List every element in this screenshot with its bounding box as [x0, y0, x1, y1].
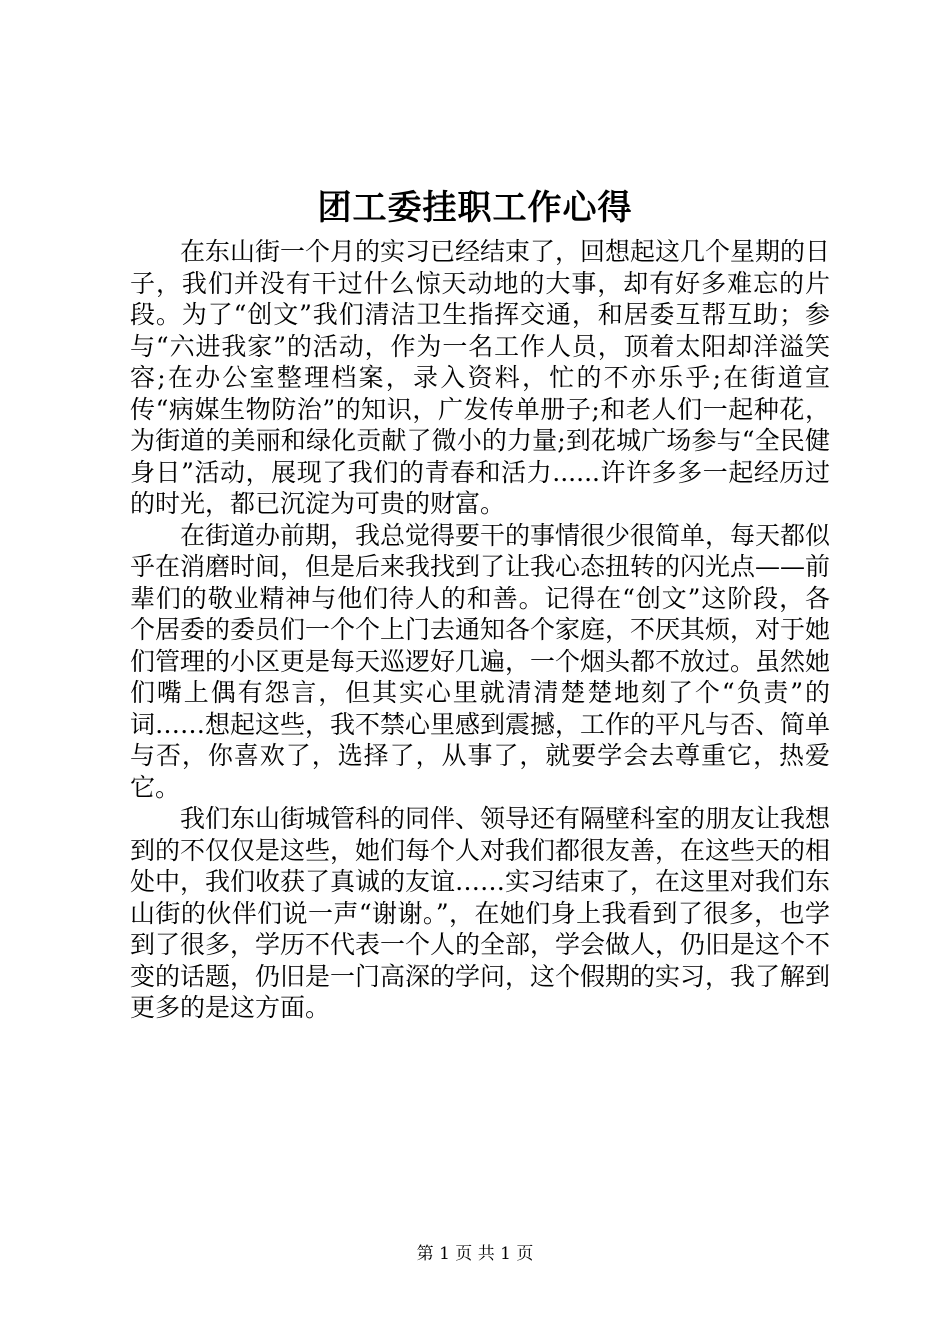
paragraph-1: 在东山街一个月的实习已经结束了，回想起这几个星期的日子，我们并没有干过什么惊天动地的大事，却有好多难忘的片段。为了“创文”我们清洁卫生指挥交通，和居委互帮互助；参与“六进我家”的活动，作为一名工作人员，顶着太阳却洋溢笑容;在办公室整理档案，录入资料，忙的不亦乐乎;在街道宣传“病媒生物防治”的知识，广发传单册子;和老人们一起种花，为街道的美丽和绿化贡献了微小的力量;到花城广场参与“全民健身日”活动，展现了我们的青春和活力......许许多多一起经历过的时光，都已沉淀为可贵的财富。 [130, 237, 831, 518]
paragraph-2: 在街道办前期，我总觉得要干的事情很少很简单，每天都似乎在消磨时间，但是后来我找到了让我心态扭转的闪光点——前辈们的敬业精神与他们待人的和善。记得在“创文”这阶段，各个居委的委员们一个个上门去通知各个家庭，不厌其烦，对于她们管理的小区更是每天巡逻好几遍，一个烟头都不放过。虽然她们嘴上偶有怨言，但其实心里就清清楚楚地刻了个“负责”的词……想起这些，我不禁心里感到震撼，工作的平凡与否、简单与否，你喜欢了，选择了，从事了，就要学会去尊重它，热爱它。 [130, 520, 831, 802]
paragraph-3: 我们东山街城管科的同伴、领导还有隔壁科室的朋友让我想到的不仅仅是这些，她们每个人对我们都很友善，在这些天的相处中，我们收获了真诚的友谊……实习结束了，在这里对我们东山街的伙伴们说一声“谢谢。”，在她们身上我看到了很多，也学到了很多，学历不代表一个人的全部，学会做人，仍旧是这个不变的话题，仍旧是一门高深的学问，这个假期的实习，我了解到更多的是这方面。 [130, 804, 831, 1022]
page-number-footer: 第 1 页 共 1 页 [416, 1244, 534, 1264]
document-body [130, 236, 830, 1024]
document-title: 团工委挂职工作心得 [317, 188, 633, 228]
